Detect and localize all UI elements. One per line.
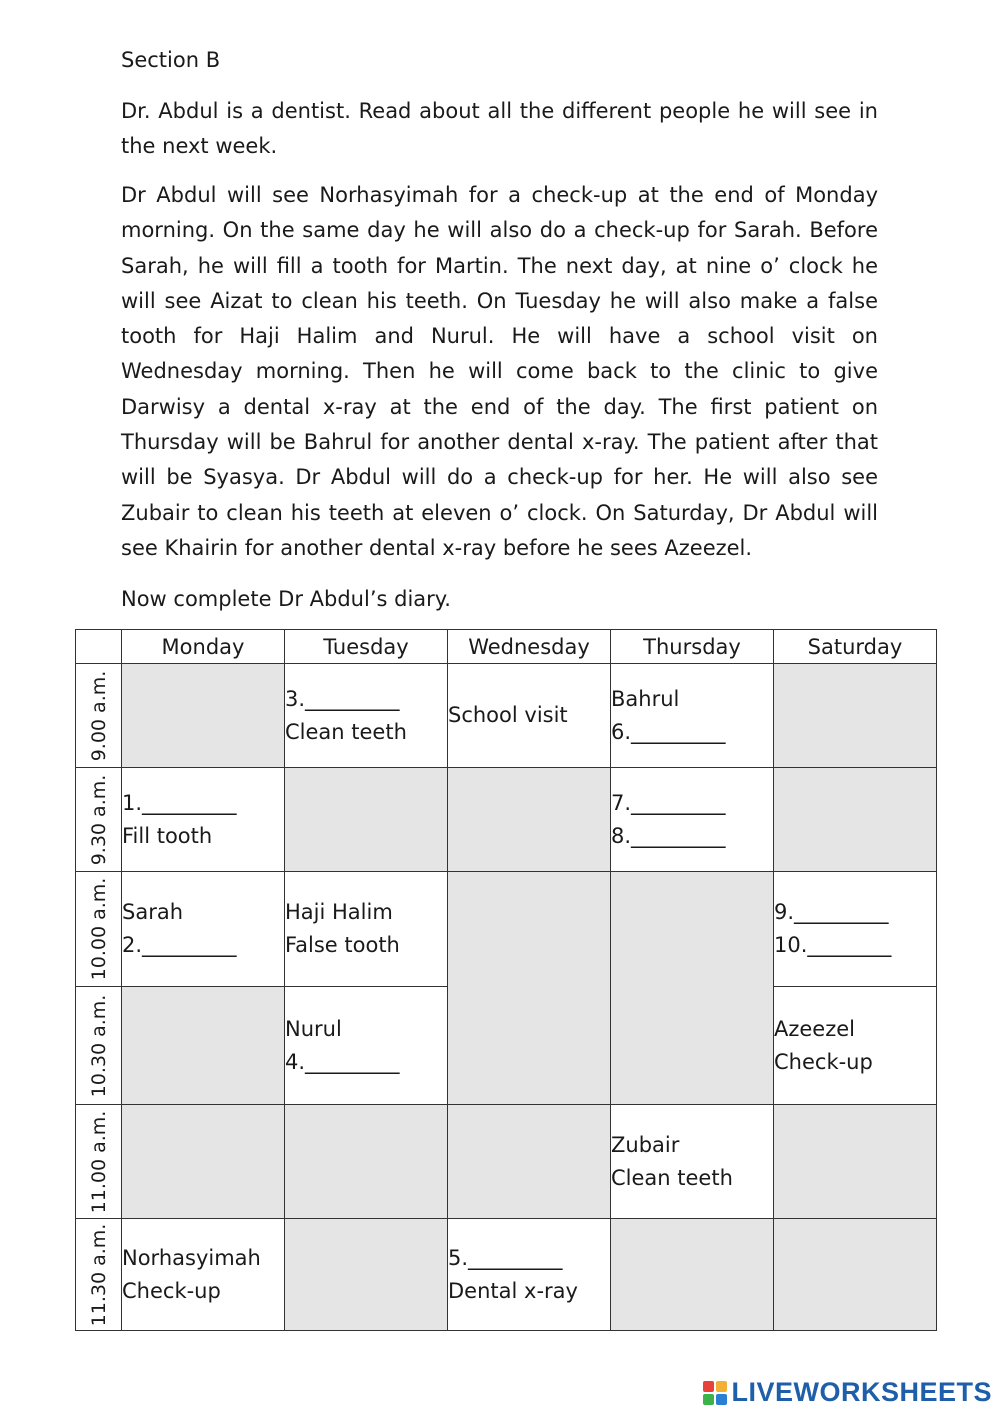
empty-slot [285, 768, 448, 872]
time-label: 11.30 a.m. [76, 1219, 122, 1331]
empty-slot [774, 768, 937, 872]
slot-thursday-900 [611, 664, 774, 768]
empty-slot [285, 1105, 448, 1219]
slot-text: Fill tooth [122, 823, 213, 848]
time-label: 9.00 a.m. [76, 664, 122, 768]
answer-blank: 2._________ [122, 933, 237, 957]
corner-cell [76, 630, 122, 664]
diary-header-row [76, 630, 937, 664]
empty-slot [285, 1219, 448, 1331]
table-row [76, 768, 937, 872]
answer-blank: 4._________ [285, 1049, 400, 1074]
time-label: 10.30 a.m. [76, 987, 122, 1105]
slot-text: Check-up [122, 1278, 221, 1303]
slot-monday-1000 [122, 872, 285, 987]
slot-text: Check-up [774, 1049, 873, 1074]
answer-blank: 10.________ [774, 933, 892, 957]
day-header: Saturday [774, 630, 937, 664]
slot-text: Nurul [285, 1016, 342, 1041]
table-row [76, 872, 937, 987]
slot-text: School visit [448, 703, 568, 727]
empty-slot [774, 664, 937, 768]
day-header: Thursday [611, 630, 774, 664]
slot-tuesday-1000 [285, 872, 448, 987]
answer-blank: 3._________ [285, 686, 400, 711]
table-row [76, 1219, 937, 1331]
empty-slot [611, 1219, 774, 1331]
empty-slot [774, 1105, 937, 1219]
slot-monday-1130 [122, 1219, 285, 1331]
slot-text: Sarah [122, 900, 184, 924]
slot-text: Dental x-ray [448, 1278, 578, 1303]
slot-wednesday-900 [448, 664, 611, 768]
empty-slot [122, 1105, 285, 1219]
logo-square [716, 1394, 727, 1405]
slot-wednesday-1130 [448, 1219, 611, 1331]
logo-square [703, 1394, 714, 1405]
day-header: Tuesday [285, 630, 448, 664]
answer-blank: 7._________ [611, 790, 726, 815]
empty-slot [448, 1105, 611, 1219]
answer-blank: 1._________ [122, 790, 237, 815]
story-paragraph: Dr Abdul will see Norhasyimah for a check-up at the end of Monday morning. On the same day he will also do a check-up for Sarah. Before Sarah, he will fill a tooth for Martin. The next day, at nine o’ clock he will see Aizat to clean his teeth. On Tuesday he will also make a false tooth for Haji Halim and Nurul. He will have a school visit on Wednesday morning. Then he will come back to the clinic to give Darwisy a dental x-ray at the end of the day. The first patient on Thursday will be Bahrul for another dental x-ray. The patient after that will be Syasya. Dr Abdul will do a check-up for her. He will also see Zubair to clean his teeth at eleven o’ clock. On Saturday, Dr Abdul will see Khairin for another dental x-ray before he sees Azeezel. [121, 183, 878, 560]
day-header: Wednesday [448, 630, 611, 664]
slot-monday-930 [122, 768, 285, 872]
empty-slot [448, 872, 611, 1105]
table-row [76, 1105, 937, 1219]
slot-text: Clean teeth [611, 1165, 733, 1190]
empty-slot [774, 1219, 937, 1331]
slot-thursday-1100 [611, 1105, 774, 1219]
slot-text: Bahrul [611, 686, 680, 711]
instruction-text: Now complete Dr Abdul’s diary. [121, 587, 451, 611]
logo-square [716, 1381, 727, 1392]
empty-slot [611, 872, 774, 1105]
slot-text: False tooth [285, 933, 400, 957]
empty-slot [122, 987, 285, 1105]
slot-text: Azeezel [774, 1016, 856, 1041]
time-label: 11.00 a.m. [76, 1105, 122, 1219]
empty-slot [122, 664, 285, 768]
slot-text: Clean teeth [285, 719, 407, 744]
section-title: Section B [121, 48, 221, 72]
logo-text: LIVEWORKSHEETS [731, 1377, 992, 1407]
slot-thursday-930 [611, 768, 774, 872]
slot-saturday-1030 [774, 987, 937, 1105]
time-label: 10.00 a.m. [76, 872, 122, 987]
slot-tuesday-1030 [285, 987, 448, 1105]
answer-blank: 6._________ [611, 719, 726, 744]
liveworksheets-logo[interactable] [703, 1377, 992, 1408]
diary-table [75, 629, 937, 1331]
slot-text: Norhasyimah [122, 1245, 261, 1270]
time-label: 9.30 a.m. [76, 768, 122, 872]
slot-text: Haji Halim [285, 900, 393, 924]
slot-text: Zubair [611, 1132, 680, 1157]
answer-blank: 5._________ [448, 1245, 563, 1270]
logo-square [703, 1381, 714, 1392]
slot-saturday-1000 [774, 872, 937, 987]
answer-blank: 9._________ [774, 900, 889, 924]
empty-slot [448, 768, 611, 872]
table-row [76, 664, 937, 768]
logo-icon [703, 1381, 727, 1405]
day-header: Monday [122, 630, 285, 664]
answer-blank: 8._________ [611, 823, 726, 848]
intro-paragraph: Dr. Abdul is a dentist. Read about all the different people he will see in the next week. [121, 99, 878, 159]
slot-tuesday-900 [285, 664, 448, 768]
